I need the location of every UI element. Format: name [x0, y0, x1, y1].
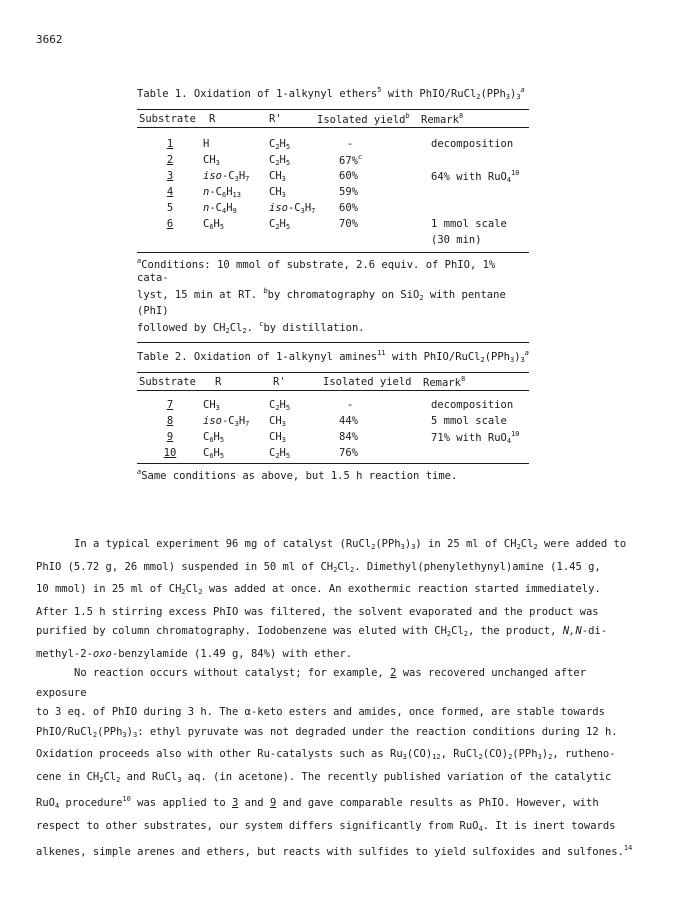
table-row: 7 $CH_3$ $C_2H_5$ - decomposition	[166, 398, 514, 412]
table-row: 8 iso-$C_3H_7$ $CH_3$ 44% 5 mmol scale	[166, 414, 507, 428]
page-number: 3662	[36, 33, 63, 46]
table-2-caption: Table 2. Oxidation of 1-alkynyl amines$^{11}$ with PhIO/$RuCl_2(PPh_3)_3^a$	[137, 349, 529, 364]
table-row: 1 H $C_2H_5$ - decomposition	[166, 137, 514, 151]
table-1	[137, 86, 529, 343]
table-row: 3 iso-$C_3H_7$ $CH_3$ 60% 64% with RuO$_4^{10}$	[166, 168, 520, 184]
paragraph-experimental: In a typical experiment 96 mg of catalyst $(RuCl_2(PPh_3)_3)$ in 25 ml of $CH_2Cl_2$ were added to PhIO (5.72 g, 26 mmol) suspended in 50 ml of $CH_2Cl_2$. Dimethyl(phenylethynyl)amine (1.45 g, 10 mmol) in 25 ml of $CH_2Cl_2$ was added at once. An exothermic reaction started immediately. After 1.5 h stirring excess PhIO was filtered, the solvent evaporated and the product was purified by column chromatography. Iodobenzene was eluted with $CH_2Cl_2$, the product, N,N-di- methyl-2-oxo-benzylamide (1.49 g, 84%) with ether.	[36, 538, 627, 660]
table-2	[137, 349, 529, 487]
table-2-footnote: $^a$Same conditions as above, but 1.5 h reaction time.	[137, 468, 458, 482]
table-1-caption: Table 1. Oxidation of 1-alkynyl ethers$^5$ with PhIO/$RuCl_2(PPh_3)_3^a$	[137, 86, 525, 101]
table-row: 4 $n-C_6H_{13}$ $CH_3$ 59%	[166, 185, 358, 199]
table-row: 2 $CH_3$ $C_2H_5$ 67%$^c$	[166, 153, 363, 167]
table-1-footnote: $^a$Conditions: 10 mmol of substrate, 2.6 equiv. of PhIO, 1% cata- lyst, 15 min at RT. $^b$by chromatography on SiO$_2$ with pentane (PhI) followed by $CH_2Cl_2$. $^c$by distillation.	[137, 257, 506, 335]
table-row: 6 $C_6H_5$ $C_2H_5$ 70% 1 mmol scale	[166, 217, 507, 231]
paragraph-discussion: No reaction occurs without catalyst; for example, 2 was recovered unchanged after exposure to 3 eq. of PhIO during 3 h. The α-keto esters and amides, once formed, are stable towards PhIO/$RuCl_2(PPh_3)_3$: ethyl pyruvate was not degraded under the reaction conditions during 12 h. Oxidation proceeds also with other Ru-catalysts such as $Ru_3(CO)_{12}$, $RuCl_2(CO)_2(PPh_3)_2$, rutheno- cene in $CH_2Cl_2$ and RuCl$_3$ aq. (in acetone). The recently published variation of the catalytic RuO$_4$ procedure$^{10}$ was applied to 3 and 9 and gave comparable results as PhIO. However, with respect to other substrates, our system differs significantly from RuO$_4$. It is inert towards alkenes, simple arenes and ethers, but reacts with sulfides to yield sulfoxides and sulfones.$^{14}$	[36, 667, 633, 858]
table-row: 10 $C_6H_5$ $C_2H_5$ 76%	[163, 446, 358, 460]
table-row: 9 $C_6H_5$ $CH_3$ 84% 71% with RuO$_4^{10}$	[166, 429, 520, 445]
table-row: 5 $n-C_4H_9$ iso-$C_3H_7$ 60%	[166, 201, 358, 215]
table-1-header: Substrate R R' Isolated yield$^b$ Remark$^8$	[139, 111, 464, 126]
table-2-header: Substrate R R' Isolated yield Remark$^8$	[139, 374, 466, 389]
table-row: (30 min)	[431, 234, 482, 246]
